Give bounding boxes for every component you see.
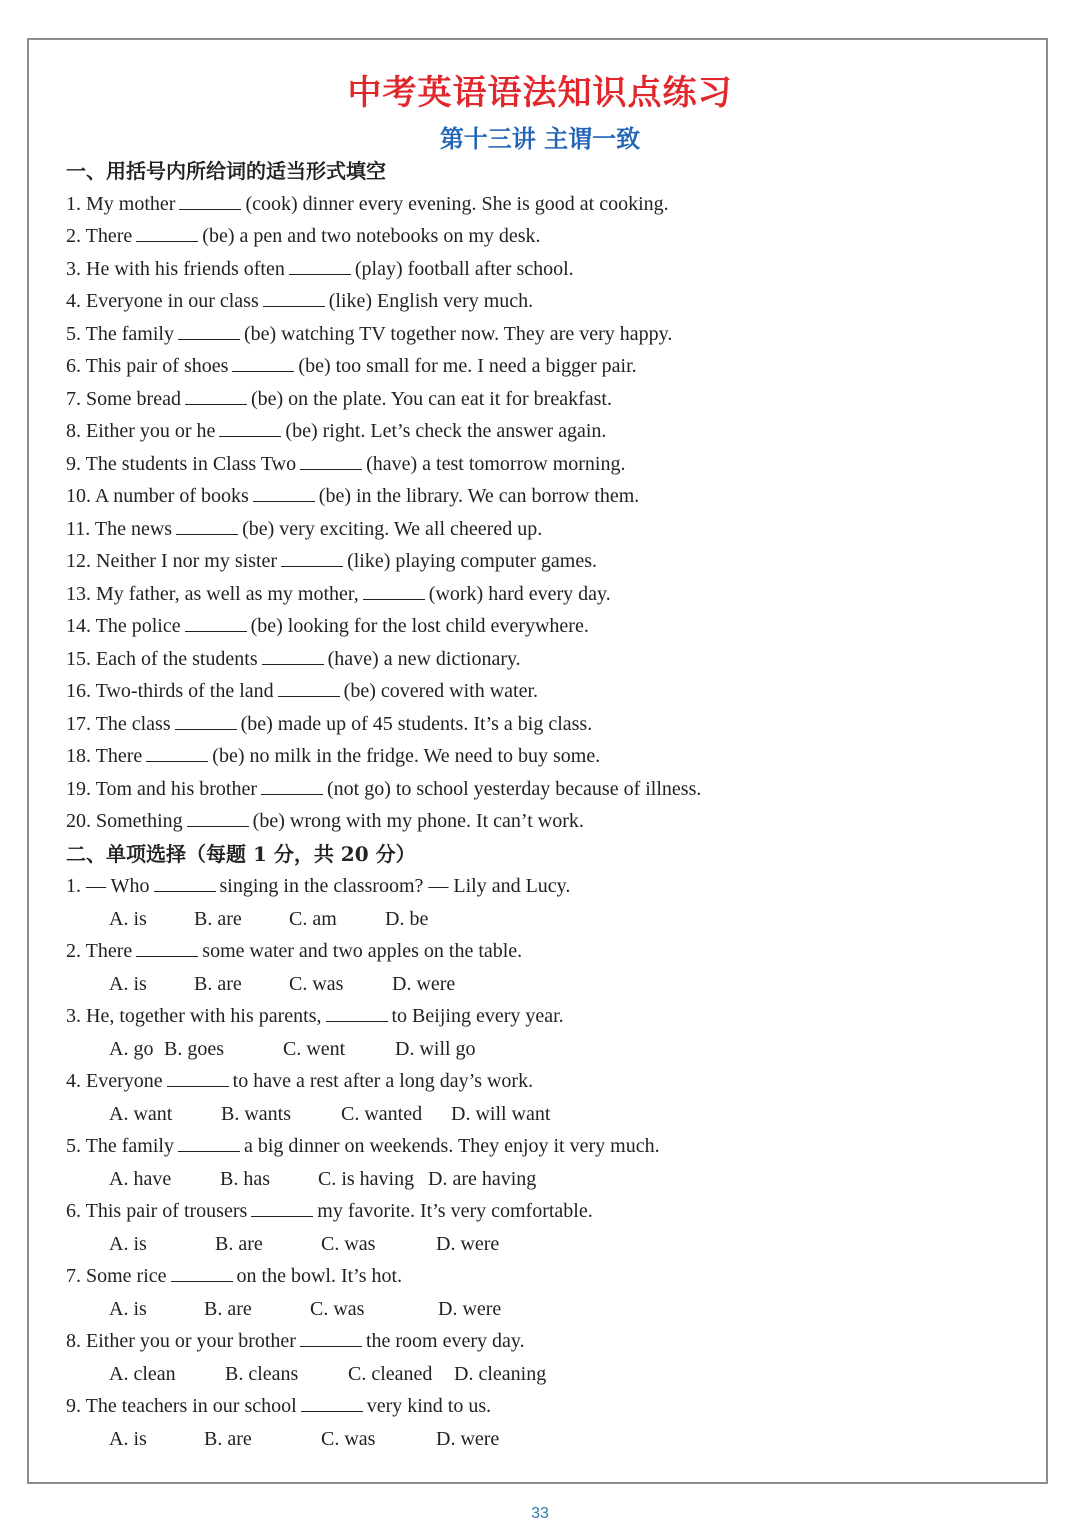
item-text-after: (have) a test tomorrow morning. xyxy=(366,452,626,475)
item-text-before: 20. Something xyxy=(66,810,183,832)
answer-options xyxy=(66,903,1026,936)
fill-blank-item xyxy=(66,708,1026,741)
fill-blank-item xyxy=(66,480,1026,513)
question-text-after: some water and two apples on the table. xyxy=(202,940,523,962)
answer-blank[interactable] xyxy=(219,418,281,437)
item-text-before: 6. This pair of shoes xyxy=(66,355,229,377)
answer-option[interactable]: A. clean xyxy=(109,1362,176,1385)
answer-option[interactable]: C. wanted xyxy=(341,1102,423,1125)
answer-option[interactable]: A. is xyxy=(109,1232,147,1255)
item-text-after: (be) in the library. We can borrow them. xyxy=(318,485,640,507)
answer-blank[interactable] xyxy=(251,1198,313,1217)
answer-blank[interactable] xyxy=(232,353,294,372)
item-text-before: 17. The class xyxy=(66,712,171,735)
answer-blank[interactable] xyxy=(263,288,325,307)
question-text-before: 2. There xyxy=(66,940,133,962)
answer-blank[interactable] xyxy=(261,776,323,795)
answer-option[interactable]: D. were xyxy=(392,972,456,995)
answer-option[interactable]: B. goes xyxy=(164,1037,224,1060)
answer-option[interactable]: B. are xyxy=(215,1232,263,1255)
item-text-after: (cook) dinner every evening. She is good at cooking. xyxy=(245,192,669,215)
question-text-before: 5. The family xyxy=(66,1135,174,1157)
answer-blank[interactable] xyxy=(363,581,425,600)
answer-option[interactable]: C. went xyxy=(283,1037,346,1060)
worksheet-content xyxy=(66,155,1026,1455)
item-text-after: (work) hard every day. xyxy=(428,582,611,605)
question-text-before: 7. Some rice xyxy=(66,1265,167,1287)
answer-blank[interactable] xyxy=(154,873,216,892)
item-text-before: 5. The family xyxy=(66,322,174,345)
question-text-before: 3. He, together with his parents, xyxy=(66,1005,322,1027)
answer-option[interactable]: C. was xyxy=(310,1297,365,1320)
fill-blank-item xyxy=(66,318,1026,351)
answer-option[interactable]: A. have xyxy=(109,1167,172,1190)
item-text-before: 1. My mother xyxy=(66,192,176,215)
answer-options xyxy=(66,1293,1026,1326)
answer-option[interactable]: B. cleans xyxy=(225,1362,299,1385)
answer-options xyxy=(66,1228,1026,1261)
choice-question xyxy=(66,1325,1026,1358)
answer-option[interactable]: C. was xyxy=(321,1427,376,1450)
question-text-before: 4. Everyone xyxy=(66,1070,163,1092)
answer-option[interactable]: D. cleaning xyxy=(454,1362,547,1385)
answer-option[interactable]: A. want xyxy=(109,1102,173,1125)
answer-blank[interactable] xyxy=(300,451,362,470)
answer-blank[interactable] xyxy=(176,516,238,535)
answer-option[interactable]: D. will want xyxy=(451,1102,551,1125)
question-text-after: singing in the classroom? — Lily and Lucy. xyxy=(219,875,571,897)
answer-blank[interactable] xyxy=(289,256,351,275)
answer-option[interactable]: D. were xyxy=(436,1427,500,1450)
page-title: 中考英语语法知识点练习 xyxy=(347,73,733,113)
choice-question xyxy=(66,935,1026,968)
answer-options xyxy=(66,1098,1026,1131)
answer-blank[interactable] xyxy=(136,938,198,957)
answer-option[interactable]: A. is xyxy=(109,907,147,930)
answer-options xyxy=(66,1358,1026,1391)
section-1-heading: 一、用括号内所给词的适当形式填空 xyxy=(66,159,386,183)
answer-option[interactable]: A. go xyxy=(109,1037,154,1060)
fill-blank-item xyxy=(66,513,1026,546)
item-text-after: (be) very exciting. We all cheered up. xyxy=(242,517,543,540)
item-text-before: 2. There xyxy=(66,225,133,247)
item-text-after: (be) no milk in the fridge. We need to buy some. xyxy=(212,745,601,767)
answer-option[interactable]: A. is xyxy=(109,1297,147,1320)
fill-blank-item xyxy=(66,578,1026,611)
question-text-before: 8. Either you or your brother xyxy=(66,1330,296,1352)
question-text-after: a big dinner on weekends. They enjoy it very much. xyxy=(243,1135,660,1157)
item-text-after: (be) watching TV together now. They are very happy. xyxy=(243,322,673,345)
choice-question xyxy=(66,1390,1026,1423)
item-text-after: (be) looking for the lost child everywhere. xyxy=(250,615,589,637)
answer-blank[interactable] xyxy=(326,1003,388,1022)
item-text-before: 4. Everyone in our class xyxy=(66,290,259,312)
item-text-after: (be) right. Let’s check the answer again. xyxy=(285,420,607,442)
answer-option[interactable]: B. has xyxy=(220,1167,270,1190)
answer-option[interactable]: D. are having xyxy=(428,1167,537,1190)
item-text-after: (not go) to school yesterday because of illness. xyxy=(327,777,702,800)
question-text-after: the room every day. xyxy=(365,1330,525,1352)
fill-blank-item xyxy=(66,740,1026,773)
answer-blank[interactable] xyxy=(185,613,247,632)
answer-options xyxy=(66,1033,1026,1066)
fill-blank-item xyxy=(66,415,1026,448)
section-2-heading: 二、单项选择（每题 1 分，共 20 分） xyxy=(66,841,416,866)
item-text-after: (play) football after school. xyxy=(354,257,574,280)
fill-blank-item xyxy=(66,610,1026,643)
fill-blank-item xyxy=(66,188,1026,221)
answer-option[interactable]: C. was xyxy=(321,1232,376,1255)
fill-blank-item xyxy=(66,545,1026,578)
item-text-before: 15. Each of the students xyxy=(66,647,258,670)
choice-question xyxy=(66,1065,1026,1098)
answer-option[interactable]: B. wants xyxy=(221,1102,291,1125)
item-text-before: 14. The police xyxy=(66,615,181,637)
fill-blank-item xyxy=(66,448,1026,481)
answer-blank[interactable] xyxy=(178,1133,240,1152)
answer-option[interactable]: B. are xyxy=(204,1427,252,1450)
answer-option[interactable]: D. were xyxy=(436,1232,500,1255)
answer-option[interactable]: C. was xyxy=(289,972,344,995)
fill-blank-item xyxy=(66,643,1026,676)
item-text-before: 7. Some bread xyxy=(66,387,181,410)
choice-question xyxy=(66,1195,1026,1228)
answer-option[interactable]: D. will go xyxy=(395,1037,476,1060)
question-text-after: my favorite. It’s very comfortable. xyxy=(317,1200,593,1222)
item-text-before: 9. The students in Class Two xyxy=(66,452,297,475)
item-text-after: (be) wrong with my phone. It can’t work. xyxy=(252,810,584,832)
item-text-after: (be) on the plate. You can eat it for breakfast. xyxy=(250,387,612,410)
question-text-before: 9. The teachers in our school xyxy=(66,1395,297,1417)
item-text-after: (like) English very much. xyxy=(328,290,534,312)
answer-blank[interactable] xyxy=(146,743,208,762)
answer-blank[interactable] xyxy=(167,1068,229,1087)
section-1-items xyxy=(66,188,1026,838)
item-text-after: (like) playing computer games. xyxy=(347,550,597,572)
answer-blank[interactable] xyxy=(253,483,315,502)
answer-blank[interactable] xyxy=(178,321,240,340)
answer-option[interactable]: C. am xyxy=(289,907,337,930)
answer-blank[interactable] xyxy=(281,548,343,567)
answer-blank[interactable] xyxy=(278,678,340,697)
answer-blank[interactable] xyxy=(175,711,237,730)
choice-question xyxy=(66,1130,1026,1163)
answer-blank[interactable] xyxy=(187,808,249,827)
answer-options xyxy=(66,968,1026,1001)
question-text-before: 6. This pair of trousers xyxy=(66,1200,248,1222)
fill-blank-item xyxy=(66,675,1026,708)
item-text-before: 12. Neither I nor my sister xyxy=(66,550,278,572)
item-text-before: 11. The news xyxy=(66,517,173,540)
answer-options xyxy=(66,1423,1026,1456)
choice-question xyxy=(66,1260,1026,1293)
item-text-before: 19. Tom and his brother xyxy=(66,777,257,800)
item-text-before: 10. A number of books xyxy=(66,485,249,507)
answer-option[interactable]: D. were xyxy=(438,1297,502,1320)
item-text-after: (be) a pen and two notebooks on my desk. xyxy=(202,225,541,247)
answer-blank[interactable] xyxy=(171,1263,233,1282)
lesson-subtitle: 第十三讲 主谓一致 xyxy=(439,125,641,153)
item-text-before: 16. Two-thirds of the land xyxy=(66,680,274,702)
answer-blank[interactable] xyxy=(179,191,241,210)
answer-option[interactable]: B. are xyxy=(194,972,242,995)
answer-option[interactable]: C. is having xyxy=(318,1167,415,1190)
page-number: 33 xyxy=(531,1505,549,1522)
answer-option[interactable]: A. is xyxy=(109,1427,147,1450)
answer-blank[interactable] xyxy=(300,1328,362,1347)
fill-blank-item xyxy=(66,350,1026,383)
question-text-before: 1. — Who xyxy=(66,875,150,897)
fill-blank-item xyxy=(66,253,1026,286)
fill-blank-item xyxy=(66,805,1026,838)
answer-options xyxy=(66,1163,1026,1196)
item-text-before: 18. There xyxy=(66,745,143,767)
section-2-questions xyxy=(66,870,1026,1455)
answer-blank[interactable] xyxy=(262,646,324,665)
fill-blank-item xyxy=(66,220,1026,253)
item-text-before: 3. He with his friends often xyxy=(66,257,285,280)
answer-blank[interactable] xyxy=(185,386,247,405)
item-text-after: (be) too small for me. I need a bigger pair. xyxy=(298,355,637,377)
question-text-after: on the bowl. It’s hot. xyxy=(236,1265,403,1287)
item-text-before: 8. Either you or he xyxy=(66,420,216,442)
question-text-after: very kind to us. xyxy=(366,1395,492,1417)
answer-option[interactable]: B. are xyxy=(194,907,242,930)
item-text-after: (have) a new dictionary. xyxy=(327,647,521,670)
answer-option[interactable]: C. cleaned xyxy=(348,1362,433,1385)
answer-option[interactable]: B. are xyxy=(204,1297,252,1320)
item-text-before: 13. My father, as well as my mother, xyxy=(66,582,359,605)
answer-blank[interactable] xyxy=(136,223,198,242)
answer-blank[interactable] xyxy=(301,1393,363,1412)
answer-option[interactable]: D. be xyxy=(385,907,429,930)
item-text-after: (be) made up of 45 students. It’s a big class. xyxy=(240,712,593,735)
fill-blank-item xyxy=(66,383,1026,416)
fill-blank-item xyxy=(66,773,1026,806)
choice-question xyxy=(66,870,1026,903)
item-text-after: (be) covered with water. xyxy=(343,680,539,702)
question-text-after: to have a rest after a long day’s work. xyxy=(232,1070,534,1092)
answer-option[interactable]: A. is xyxy=(109,972,147,995)
choice-question xyxy=(66,1000,1026,1033)
fill-blank-item xyxy=(66,285,1026,318)
question-text-after: to Beijing every year. xyxy=(391,1005,564,1027)
